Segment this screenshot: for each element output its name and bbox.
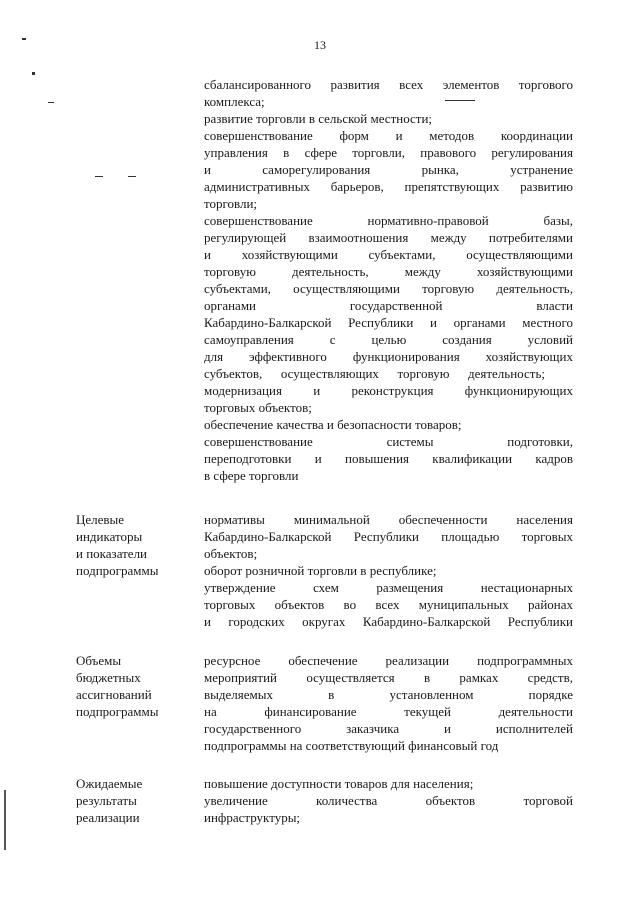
scan-mark	[445, 100, 475, 101]
text-line: и городских округах Кабардино-Балкарской Республики	[204, 614, 573, 629]
text-line: торговых объектов;	[204, 400, 312, 415]
text-line: и саморегулирования рынка, устранение	[204, 162, 573, 177]
text-line: сбалансированного развития всех элементов торгового	[204, 77, 573, 92]
text-line: государственного заказчика и исполнителей	[204, 721, 573, 736]
section-label-line: Объемы	[76, 653, 122, 668]
scan-mark	[32, 72, 35, 75]
text-line: совершенствование системы подготовки,	[204, 434, 573, 449]
text-line: мероприятий осуществляется в рамках средств,	[204, 670, 573, 685]
text-line: объектов;	[204, 546, 258, 561]
text-line: комплекса;	[204, 94, 265, 109]
text-line: совершенствование нормативно-правовой базы,	[204, 213, 573, 228]
section-label-line: Ожидаемые	[76, 776, 143, 791]
scan-mark	[48, 102, 54, 103]
scan-mark	[95, 176, 103, 177]
text-line: выделяемых в установленном порядке	[204, 687, 573, 702]
scan-mark	[128, 176, 136, 177]
section-label-line: Целевые	[76, 512, 125, 527]
section-label-line: результаты	[76, 793, 137, 808]
text-line: для эффективного функционирования хозяйствующих	[204, 349, 573, 364]
text-line: оборот розничной торговли в республике;	[204, 563, 437, 578]
text-line: утверждение схем размещения нестационарных	[204, 580, 573, 595]
text-line: торговую деятельность, между хозяйствующими	[204, 264, 573, 279]
section-label-line: ассигнований	[76, 687, 152, 702]
text-line: ресурсное обеспечение реализации подпрограммных	[204, 653, 573, 668]
text-line: торговых объектов во всех муниципальных районах	[204, 597, 573, 612]
text-line: торговли;	[204, 196, 258, 211]
text-line: на финансирование текущей деятельности	[204, 704, 573, 719]
text-line: субъектов, осуществляющих торговую деятельность;	[204, 366, 545, 381]
text-line: Кабардино-Балкарской Республики площадью торговых	[204, 529, 573, 544]
section-label-line: подпрограммы	[76, 704, 159, 719]
scan-mark	[4, 790, 6, 850]
text-line: инфраструктуры;	[204, 810, 301, 825]
section-label-line: индикаторы	[76, 529, 143, 544]
page-number: 13	[314, 38, 326, 52]
section-label-line: подпрограммы	[76, 563, 159, 578]
text-line: модернизация и реконструкция функционирующих	[204, 383, 573, 398]
text-line: самоуправления с целью создания условий	[204, 332, 573, 347]
section-label-line: бюджетных	[76, 670, 141, 685]
text-line: подпрограммы на соответствующий финансовый год	[204, 738, 499, 753]
text-line: развитие торговли в сельской местности;	[204, 111, 433, 126]
text-line: административных барьеров, препятствующих развитию	[204, 179, 573, 194]
text-line: управления в сфере торговли, правового регулирования	[204, 145, 573, 160]
text-line: субъектами, осуществляющими торговую деятельность,	[204, 281, 573, 296]
text-line: и хозяйствующими субъектами, осуществляющими	[204, 247, 573, 262]
text-line: совершенствование форм и методов координации	[204, 128, 573, 143]
text-line: Кабардино-Балкарской Республики и органами местного	[204, 315, 573, 330]
text-line: обеспечение качества и безопасности товаров;	[204, 417, 462, 432]
text-line: в сфере торговли	[204, 468, 299, 483]
text-line: нормативы минимальной обеспеченности населения	[204, 512, 573, 527]
text-line: увеличение количества объектов торговой	[204, 793, 573, 808]
scan-mark	[22, 38, 26, 40]
text-line: регулирующей взаимоотношения между потребителями	[204, 230, 573, 245]
section-label-line: реализации	[76, 810, 140, 825]
section-label-line: и показатели	[76, 546, 148, 561]
text-line: повышение доступности товаров для населения;	[204, 776, 474, 791]
text-line: органами государственной власти	[204, 298, 573, 313]
text-line: переподготовки и повышения квалификации кадров	[204, 451, 573, 466]
